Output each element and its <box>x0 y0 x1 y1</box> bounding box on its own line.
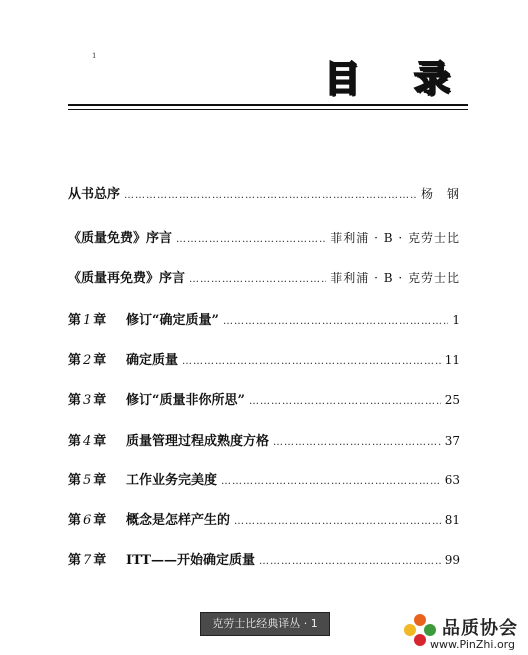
leader-dots <box>259 556 441 567</box>
toc-entry-chapter-1[interactable] <box>68 309 460 327</box>
leader-dots <box>124 190 417 201</box>
toc-entry-chapter-7[interactable] <box>68 549 460 567</box>
leader-dots <box>223 316 448 327</box>
toc-entry-chapter-5[interactable] <box>68 469 460 487</box>
entry-title: 修订“质量非你所思” <box>126 393 245 408</box>
chapter-label: 第 1 章 <box>68 313 107 328</box>
chapter-label: 第 3 章 <box>68 393 107 408</box>
logo-url: www.PinZhi.org <box>430 638 515 651</box>
page-mark: 1 <box>92 52 97 60</box>
entry-title: 概念是怎样产生的 <box>126 513 231 528</box>
chapter-label: 第 4 章 <box>68 434 107 449</box>
toc-title <box>318 60 468 100</box>
entry-page: 1 <box>452 313 460 327</box>
entry-page: 81 <box>444 513 460 527</box>
entry-page: 99 <box>444 553 460 567</box>
leader-dots <box>221 476 441 487</box>
entry-title: ITT——开始确定质量 <box>126 553 255 568</box>
entry-page: 25 <box>444 393 460 407</box>
leader-dots <box>273 437 441 448</box>
pinzhi-watermark-logo[interactable] <box>400 608 528 655</box>
entry-author: 菲利浦 · B · 克劳士比 <box>330 271 460 285</box>
chapter-label: 第 2 章 <box>68 353 107 368</box>
chapter-label: 第 6 章 <box>68 513 107 528</box>
leader-dots <box>176 234 326 245</box>
title-char-2: 录 <box>414 59 451 100</box>
entry-title: 修订“确定质量” <box>126 313 219 328</box>
toc-entry-chapter-3[interactable] <box>68 389 460 407</box>
entry-page: 37 <box>444 434 460 448</box>
toc-entry[interactable] <box>68 227 460 245</box>
entry-title: 《质量免费》序言 <box>68 231 173 246</box>
logo-name: 品质协会 <box>442 618 518 639</box>
title-char-1: 目 <box>324 59 361 100</box>
toc-entry-chapter-6[interactable] <box>68 509 460 527</box>
entry-author: 杨 钢 <box>420 187 460 201</box>
series-footer: 克劳士比经典译丛 · 1 <box>200 612 330 636</box>
title-rule-thick <box>68 104 468 106</box>
entry-title: 质量管理过程成熟度方格 <box>126 434 270 449</box>
entry-page: 63 <box>444 473 460 487</box>
leader-dots <box>182 356 441 367</box>
chapter-label: 第 5 章 <box>68 473 107 488</box>
leader-dots <box>189 274 326 285</box>
entry-author: 菲利浦 · B · 克劳士比 <box>330 231 460 245</box>
leader-dots <box>249 396 441 407</box>
toc-entry-chapter-4[interactable] <box>68 430 460 448</box>
title-rule-thin <box>68 109 468 110</box>
entry-title: 工作业务完美度 <box>126 473 218 488</box>
entry-title: 《质量再免费》序言 <box>68 271 186 286</box>
entry-page: 11 <box>444 353 460 367</box>
toc-entry-chapter-2[interactable] <box>68 349 460 367</box>
entry-title: 确定质量 <box>126 353 179 368</box>
toc-entry[interactable] <box>68 267 460 285</box>
leader-dots <box>234 516 441 527</box>
entry-title: 从书总序 <box>68 187 121 202</box>
toc-entry[interactable] <box>68 183 460 201</box>
chapter-label: 第 7 章 <box>68 553 107 568</box>
